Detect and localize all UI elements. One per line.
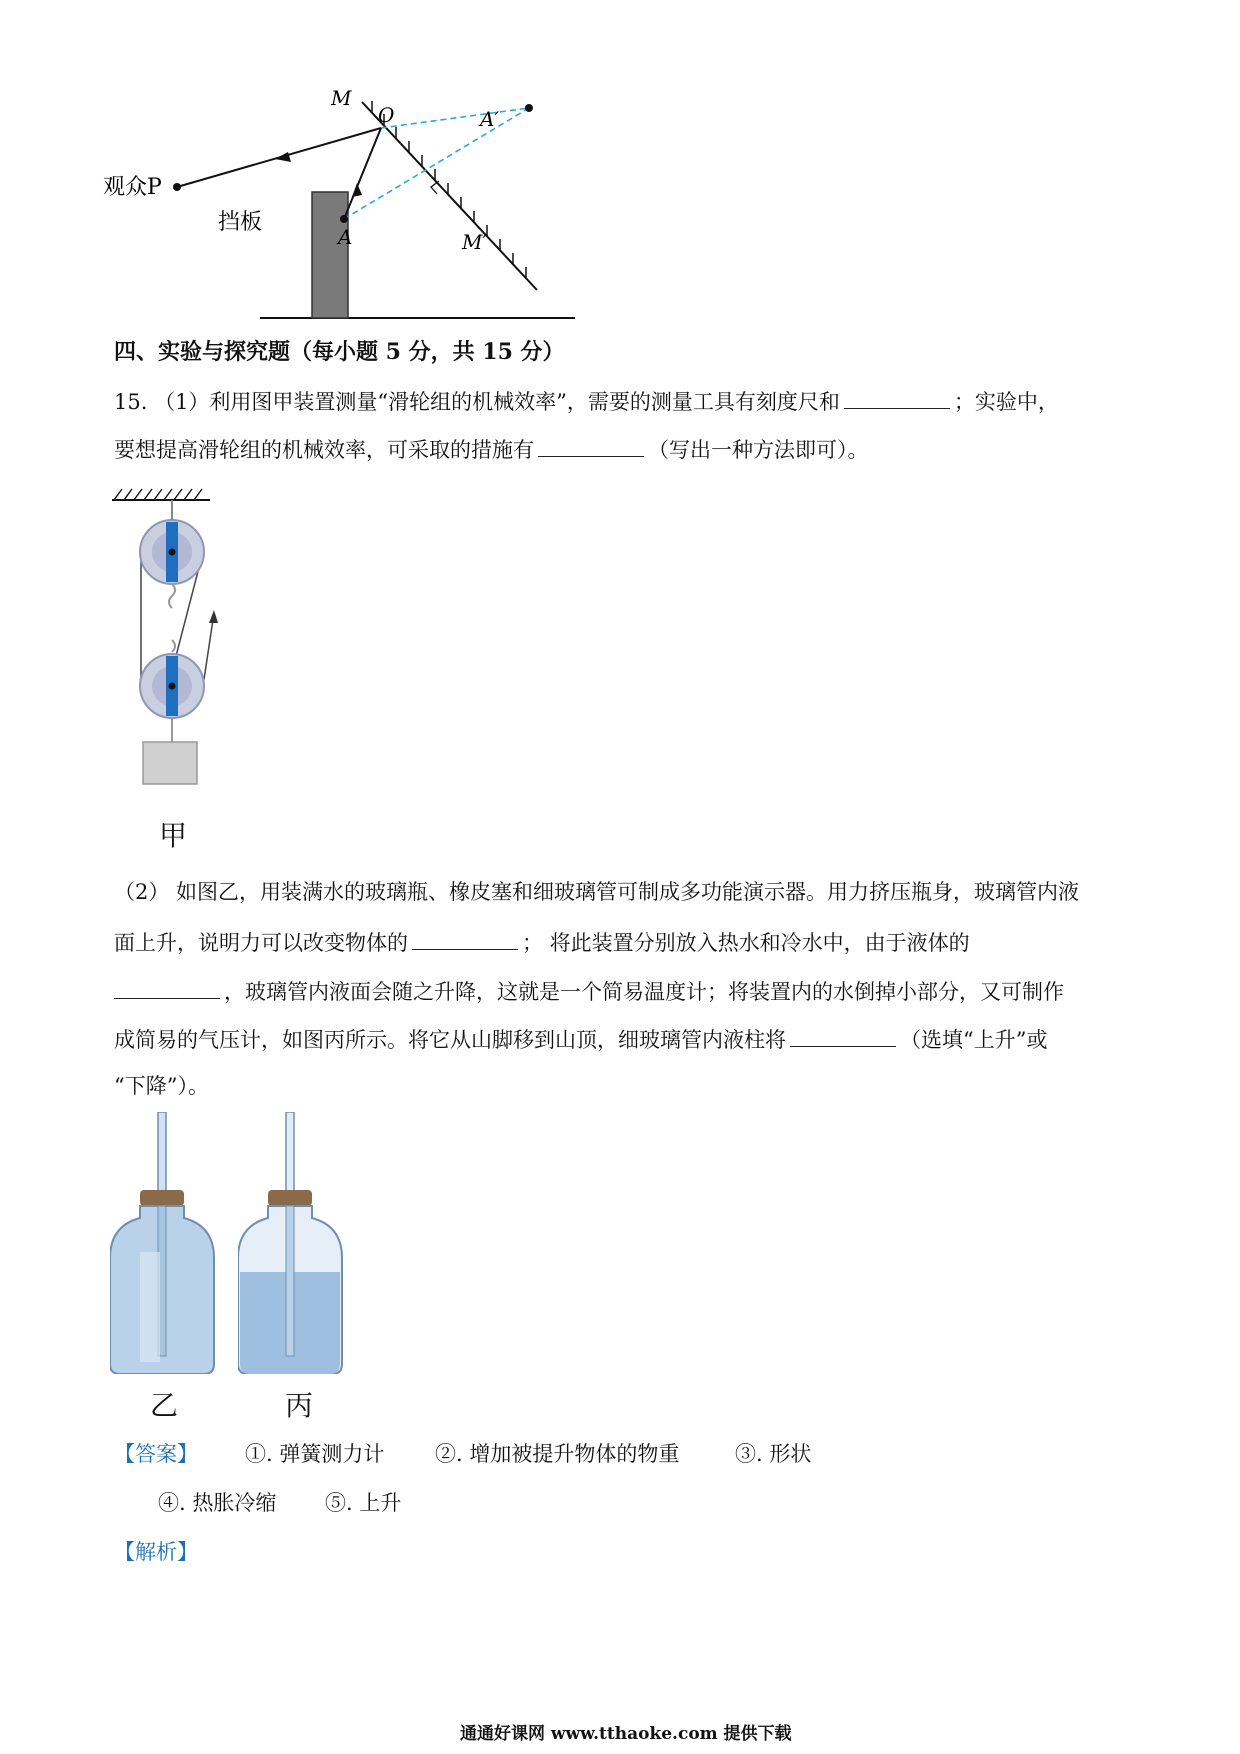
q15-part1-line2: [114, 434, 869, 464]
q15-part2-line5: “下降”）。: [114, 1074, 209, 1098]
label-M: M: [331, 86, 352, 110]
q15-part1-text-b: ；实验中，: [953, 390, 1059, 414]
label-A-prime: A′: [480, 107, 499, 131]
fig-label-jia: 甲: [159, 819, 188, 852]
label-viewer: 观众P: [103, 175, 162, 200]
answer-blank-4[interactable]: [114, 976, 220, 999]
answer-label: 【答案】: [114, 1442, 198, 1466]
pulley-diagram: [110, 480, 230, 840]
answer-blank-1[interactable]: [844, 386, 950, 409]
answer-item-3: ③. 形状: [735, 1442, 812, 1466]
answer-item-1: ①. 弹簧测力计: [245, 1442, 385, 1466]
page-footer: 通通好课网 www.tthaoke.com 提供下载: [460, 1724, 792, 1744]
board-shape: [312, 192, 348, 318]
bottle-yi-diagram: [110, 1112, 220, 1374]
fig-label-bing: 丙: [285, 1389, 314, 1422]
answer-blank-2[interactable]: [538, 434, 644, 457]
answer-item-2: ②. 增加被提升物体的物重: [435, 1442, 680, 1466]
q15-part2-line4: [114, 1024, 1047, 1054]
bottle-bing-diagram: [238, 1112, 348, 1374]
answer-blank-5[interactable]: [790, 1024, 896, 1047]
fig-label-yi: 乙: [150, 1389, 179, 1422]
label-A: A: [338, 225, 353, 249]
q15-part2-text-d: ，玻璃管内液面会随之升降，这就是一个简易温度计；将装置内的水倒掉小部分，又可制作: [224, 980, 1064, 1004]
q15-part1-text-c: 要想提高滑轮组的机械效率，可采取的措施有: [114, 438, 534, 462]
q15-part2-line2: [114, 927, 970, 957]
q15-part1-line1: [114, 386, 1059, 416]
q15-part1-text-d: （写出一种方法即可）。: [648, 438, 869, 462]
q15-part2-text-f: （选填“上升”或: [900, 1028, 1048, 1052]
q15-part1-text-a: 15. （1）利用图甲装置测量“滑轮组的机械效率”，需要的测量工具有刻度尺和: [114, 390, 840, 414]
q15-part2-text-b: 面上升，说明力可以改变物体的: [114, 931, 408, 955]
point-P: [173, 183, 181, 191]
section-title: 四、实验与探究题（每小题 5 分，共 15 分）: [114, 339, 565, 365]
q15-part2-text-e: 成简易的气压计，如图丙所示。将它从山脚移到山顶，细玻璃管内液柱将: [114, 1028, 786, 1052]
label-O: O: [378, 103, 395, 127]
point-A: [340, 215, 348, 223]
q15-part2-line3: [114, 976, 1064, 1006]
mirror-reflection-diagram: [100, 80, 620, 330]
q15-part2-text-c: ； 将此装置分别放入热水和冷水中，由于液体的: [522, 931, 970, 955]
analysis-label: 【解析】: [114, 1540, 198, 1564]
q15-part2-line1: （2） 如图乙，用装满水的玻璃瓶、橡皮塞和细玻璃管可制成多功能演示器。用力挤压瓶身，玻璃管内液: [114, 880, 1080, 904]
label-board: 挡板: [218, 210, 263, 235]
answer-blank-3[interactable]: [412, 927, 518, 950]
answer-item-5: ⑤. 上升: [325, 1491, 402, 1515]
label-M-prime: M′: [462, 230, 488, 254]
point-A-prime: [525, 104, 533, 112]
answer-item-4: ④. 热胀冷缩: [158, 1491, 277, 1515]
